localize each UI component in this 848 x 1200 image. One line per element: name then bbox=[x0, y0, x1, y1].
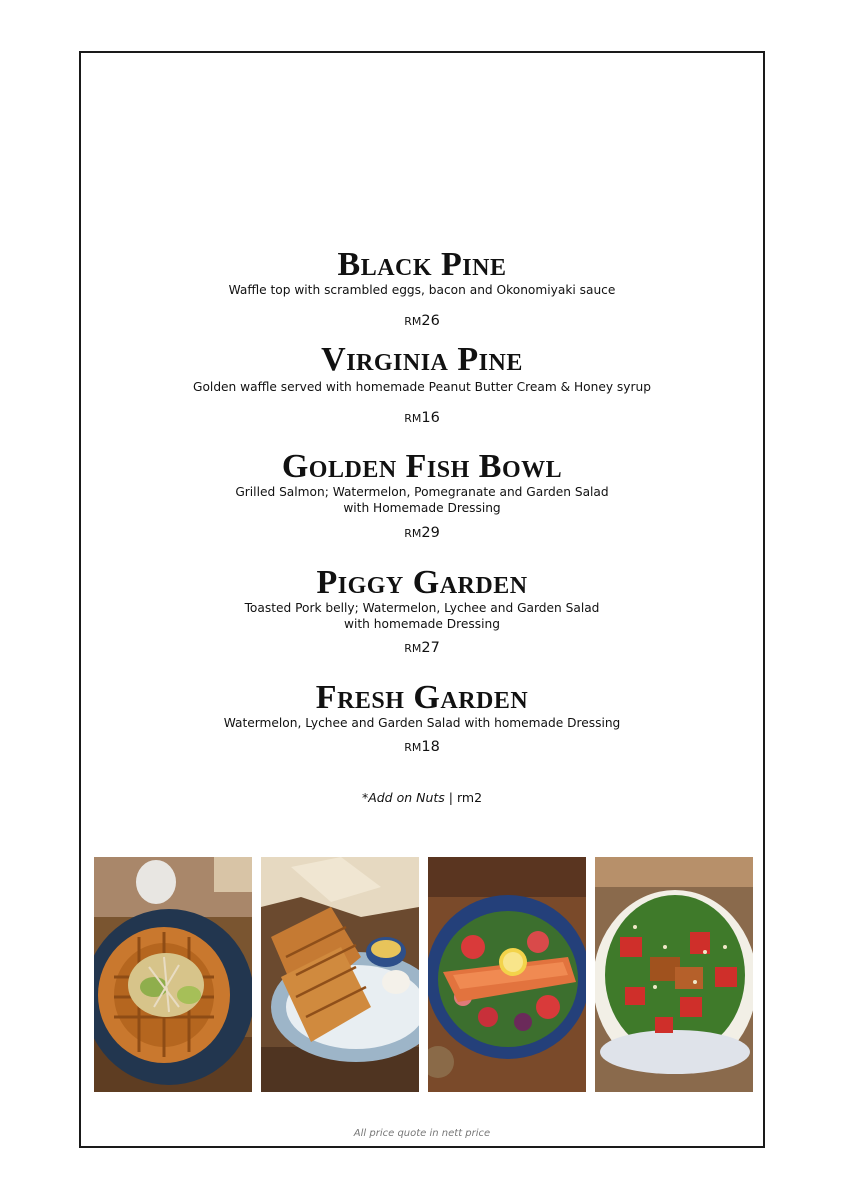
currency-label: RM bbox=[404, 315, 422, 328]
pork-belly-salad-photo bbox=[595, 857, 753, 1092]
item-description-line1: Toasted Pork belly; Watermelon, Lychee and Garden Salad bbox=[244, 601, 600, 615]
item-description-line2: with Homemade Dressing bbox=[343, 501, 501, 515]
currency-label: RM bbox=[404, 741, 422, 754]
addon-price: rm2 bbox=[456, 790, 483, 805]
item-description: Watermelon, Lychee and Garden Salad with homemade Dressing bbox=[223, 716, 621, 730]
currency-label: RM bbox=[404, 412, 422, 425]
currency-label: RM bbox=[404, 527, 422, 540]
addon-separator: | bbox=[444, 790, 457, 805]
price-value: 18 bbox=[421, 739, 440, 755]
item-price bbox=[79, 410, 765, 426]
item-name: Virginia Pine bbox=[321, 341, 523, 378]
item-description-line1: Grilled Salmon; Watermelon, Pomegranate and Garden Salad bbox=[235, 485, 609, 499]
menu-item-fresh-garden bbox=[79, 681, 765, 731]
item-price bbox=[79, 739, 765, 755]
addon-note bbox=[79, 790, 765, 805]
item-description: Golden waffle served with homemade Peanut Butter Cream & Honey syrup bbox=[193, 380, 651, 394]
item-name: Fresh Garden bbox=[315, 679, 529, 716]
price-disclaimer: All price quote in nett price bbox=[353, 1128, 491, 1139]
item-price bbox=[79, 313, 765, 329]
salmon-salad-bowl-photo bbox=[428, 857, 586, 1092]
item-name: Piggy Garden bbox=[316, 564, 528, 601]
waffle-with-bacon-photo bbox=[94, 857, 252, 1092]
menu-item-piggy-garden bbox=[79, 566, 765, 632]
item-description-line2: with homemade Dressing bbox=[344, 617, 500, 631]
item-price bbox=[79, 525, 765, 541]
price-value: 29 bbox=[421, 525, 440, 541]
item-name: Black Pine bbox=[337, 246, 507, 283]
menu-item-golden-fish-bowl bbox=[79, 450, 765, 516]
price-value: 16 bbox=[421, 410, 440, 426]
price-value: 26 bbox=[421, 313, 440, 329]
item-description: Waffle top with scrambled eggs, bacon and Okonomiyaki sauce bbox=[228, 283, 616, 297]
addon-label: *Add on Nuts bbox=[361, 790, 445, 805]
currency-label: RM bbox=[404, 642, 422, 655]
menu-item-virginia-pine bbox=[79, 343, 765, 395]
item-price bbox=[79, 640, 765, 656]
menu-item-black-pine bbox=[79, 248, 765, 298]
price-value: 27 bbox=[421, 640, 440, 656]
item-name: Golden Fish Bowl bbox=[281, 448, 563, 485]
waffle-stack-photo bbox=[261, 857, 419, 1092]
